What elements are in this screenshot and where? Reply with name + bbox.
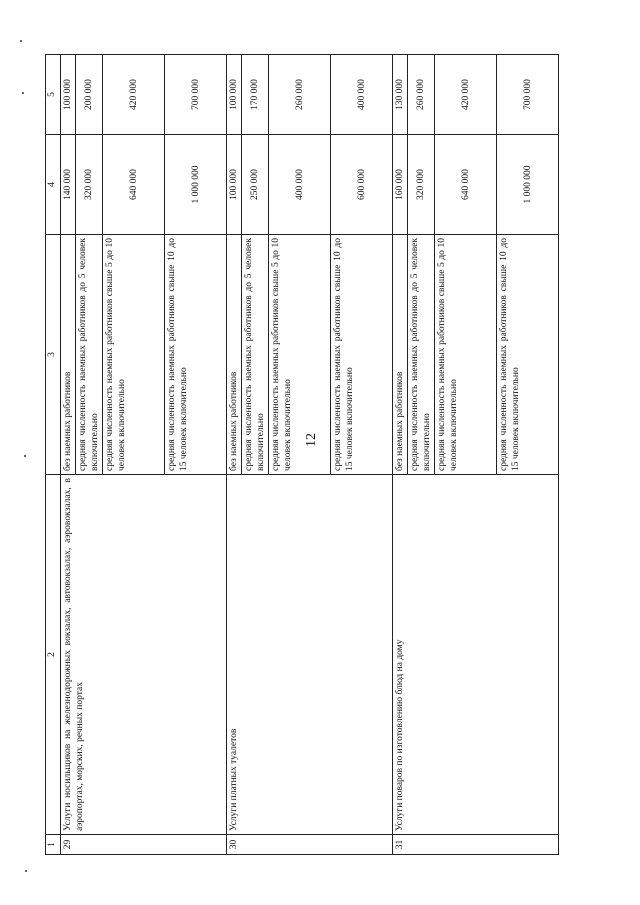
- col5-value: 100 000: [61, 55, 76, 135]
- col4-value: 320 000: [76, 135, 103, 235]
- condition-cell: средняя численность наемных работников свыше 10 до 15 человек включительно: [497, 235, 559, 475]
- col5-value: 260 000: [408, 55, 435, 135]
- col4-value: 160 000: [393, 135, 408, 235]
- header-cell-2: 2: [46, 475, 61, 835]
- col4-value: 640 000: [103, 135, 165, 235]
- col4-value: 100 000: [227, 135, 242, 235]
- condition-cell: без наемных работников: [227, 235, 242, 475]
- header-cell-1: 1: [46, 835, 61, 855]
- col5-value: 130 000: [393, 55, 408, 135]
- condition-cell: средняя численность наемных работников свыше 5 до 10 человек включительно: [269, 235, 331, 475]
- condition-cell: средняя численность наемных работников свыше 10 до 15 человек включительно: [165, 235, 227, 475]
- col4-value: 1 000 000: [497, 135, 559, 235]
- header-cell-4: 4: [46, 135, 61, 235]
- col5-value: 420 000: [103, 55, 165, 135]
- condition-cell: без наемных работников: [393, 235, 408, 475]
- col4-value: 320 000: [408, 135, 435, 235]
- table-row: [393, 55, 408, 855]
- condition-cell: без наемных работников: [61, 235, 76, 475]
- service-name: Услуги поваров по изготовлению блюд на дому: [393, 475, 559, 835]
- condition-cell: средняя численность наемных работников свыше 5 до 10 человек включительно: [435, 235, 497, 475]
- service-number: 30: [227, 835, 393, 855]
- table-row: [227, 55, 242, 855]
- col5-value: 420 000: [435, 55, 497, 135]
- condition-cell: средняя численность наемных работников свыше 5 до 10 человек включительно: [103, 235, 165, 475]
- col4-value: 640 000: [435, 135, 497, 235]
- service-name: Услуги носильщиков на железнодорожных вокзалах, автовокзалах, аэровокзалах, в аэропортах, морских, речных портах: [61, 475, 227, 835]
- col5-value: 700 000: [165, 55, 227, 135]
- page-number: 12: [304, 433, 319, 447]
- header-row: [46, 55, 61, 855]
- col5-value: 400 000: [331, 55, 393, 135]
- col4-value: 400 000: [269, 135, 331, 235]
- col5-value: 700 000: [497, 55, 559, 135]
- header-cell-3: 3: [46, 235, 61, 475]
- col5-value: 200 000: [76, 55, 103, 135]
- tariff-table: [45, 54, 559, 855]
- col5-value: 100 000: [227, 55, 242, 135]
- condition-cell: средняя численность наемных работников до 5 человек включительно: [408, 235, 435, 475]
- condition-cell: средняя численность наемных работников до 5 человек включительно: [76, 235, 103, 475]
- condition-cell: средняя численность наемных работников свыше 10 до 15 человек включительно: [331, 235, 393, 475]
- header-cell-5: 5: [46, 55, 61, 135]
- condition-cell: средняя численность наемных работников до 5 человек включительно: [242, 235, 269, 475]
- rotated-table-wrapper: [45, 55, 620, 855]
- table-row: [61, 55, 76, 855]
- col4-value: 250 000: [242, 135, 269, 235]
- col4-value: 600 000: [331, 135, 393, 235]
- col4-value: 1 000 000: [165, 135, 227, 235]
- service-number: 29: [61, 835, 227, 855]
- col4-value: 140 000: [61, 135, 76, 235]
- col5-value: 260 000: [269, 55, 331, 135]
- service-number: 31: [393, 835, 559, 855]
- service-name: Услуги платных туалетов: [227, 475, 393, 835]
- col5-value: 170 000: [242, 55, 269, 135]
